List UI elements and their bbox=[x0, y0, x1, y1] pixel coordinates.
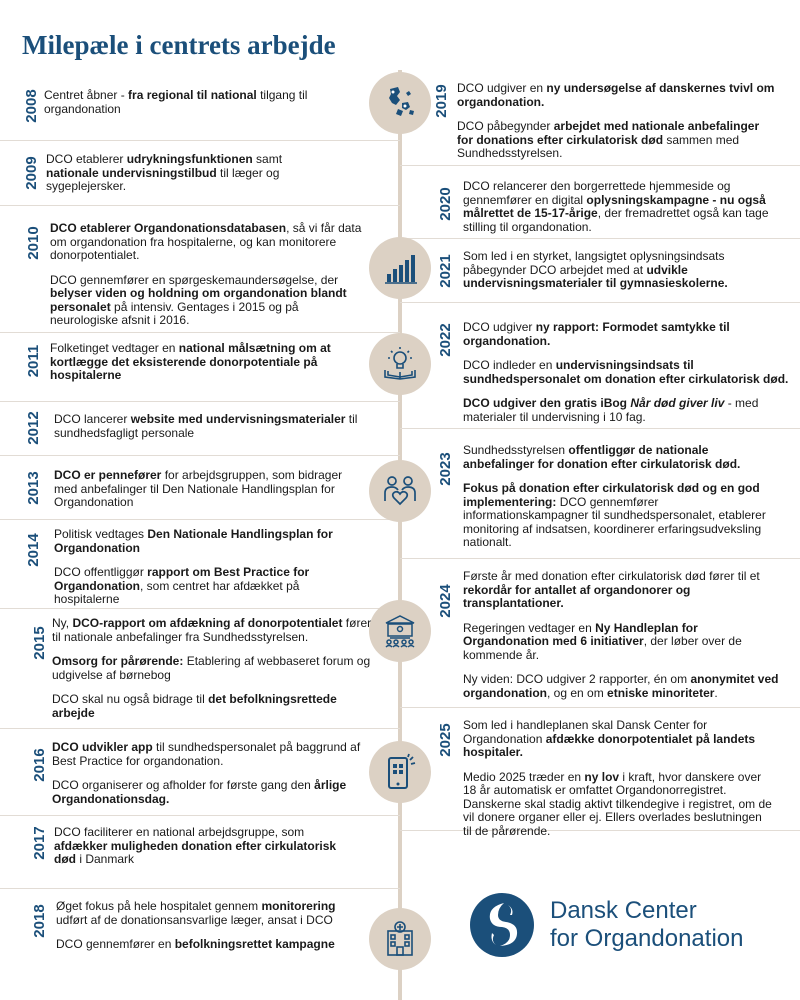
milestone-2018 bbox=[56, 900, 356, 952]
text: DCO skal nu også bidrage til bbox=[52, 692, 209, 706]
year-label: 2011 bbox=[25, 344, 42, 378]
text: website med undervisningsmaterialer bbox=[130, 412, 346, 426]
text: Når død giver liv bbox=[630, 396, 725, 410]
milestone-2020 bbox=[463, 180, 778, 234]
text: DCO gennemfører en spørgeskemaundersøgelse, der bbox=[50, 272, 339, 287]
text: , så vi får data om organdonation fra hospitalerne, og kan monitorere donorpotentialet. bbox=[50, 221, 362, 262]
text: DCO påbegynder bbox=[457, 119, 554, 133]
milestone-2022 bbox=[463, 321, 793, 424]
text: DCO relancerer den borgerrettede hjemmeside og gennemfører en digital bbox=[463, 179, 731, 207]
text: , der fremadrettet også kan tage stilling til organdonation. bbox=[463, 206, 769, 234]
divider bbox=[0, 815, 400, 816]
milestone-2024 bbox=[463, 570, 783, 700]
divider bbox=[0, 140, 400, 141]
divider bbox=[0, 728, 400, 729]
milestone-2008 bbox=[44, 89, 324, 116]
text: anonymitet ved organdonation bbox=[463, 672, 779, 700]
divider bbox=[400, 238, 800, 239]
text: arbejdet med nationale anbefalinger for donations efter cirkulatorisk død bbox=[457, 119, 760, 147]
text: . bbox=[714, 685, 718, 700]
text: rapport om Best Practice for Organdonation bbox=[54, 565, 310, 593]
page-title: Milepæle i centrets arbejde bbox=[22, 30, 336, 60]
text: i Danmark bbox=[76, 852, 135, 866]
text: nationale undervisningstilbud bbox=[46, 165, 217, 180]
year-label: 2009 bbox=[23, 156, 40, 190]
year-label: 2010 bbox=[25, 226, 42, 260]
logo-mark-icon bbox=[470, 893, 534, 957]
text: udført af de donationsansvarlige læger, ansat i DCO bbox=[56, 912, 333, 927]
divider bbox=[400, 558, 800, 559]
text: fra regional til national bbox=[128, 88, 257, 102]
text: oplysningskampagne - nu også målrettet de 15-17-årige bbox=[463, 192, 766, 220]
text: fører til nationale anbefalinger fra Sundhedsstyrelsen. bbox=[52, 616, 372, 644]
milestone-2011 bbox=[50, 342, 360, 383]
text: DCO udvikler app bbox=[52, 740, 153, 754]
milestone-2019 bbox=[457, 82, 777, 161]
text: Etablering af webbaseret forum og udgivelse af børnebog bbox=[52, 654, 371, 682]
text: Centret åbner - bbox=[44, 88, 129, 102]
logo-line-2: for Organdonation bbox=[550, 925, 744, 952]
logo-line-1: Dansk Center bbox=[550, 897, 697, 924]
text: det befolkningsrettede arbejde bbox=[52, 692, 337, 720]
text: DCO gennemfører informationskampagner til sundhedspersonalet, etablerer monitoring af indsatsen, koordinerer erfaringsudveksling nationalt. bbox=[463, 494, 766, 549]
milestone-2015 bbox=[52, 617, 377, 720]
milestone-2013 bbox=[54, 469, 364, 510]
text: til læger og sygeplejersker. bbox=[46, 165, 280, 193]
year-label: 2017 bbox=[31, 826, 48, 860]
text: offentliggør de nationale anbefalinger for donation efter cirkulatorisk død. bbox=[463, 443, 741, 471]
text: Regeringen vedtager en bbox=[463, 620, 596, 635]
text: DCO-rapport om afdækning af donorpotentialet bbox=[72, 616, 343, 630]
text: Som led i handleplanen skal Dansk Center for Organdonation bbox=[463, 718, 708, 746]
text: belyser viden og holdning om organdonation blandt personalet bbox=[50, 286, 347, 314]
year-label: 2014 bbox=[25, 533, 42, 567]
year-label: 2013 bbox=[25, 471, 42, 505]
milestone-2017 bbox=[54, 826, 354, 867]
organization-logo bbox=[470, 893, 743, 957]
divider bbox=[0, 608, 400, 609]
divider bbox=[0, 332, 400, 333]
text: Omsorg for pårørende: bbox=[52, 654, 184, 668]
text: Ny viden: DCO udgiver 2 rapporter, én om bbox=[463, 672, 691, 686]
divider bbox=[0, 455, 400, 456]
text: , som centret har afdækket på hospitalerne bbox=[54, 578, 300, 606]
text: DCO udgiver en bbox=[457, 81, 547, 95]
text: DCO indleder en bbox=[463, 358, 556, 372]
text: til sundhedsfagligt personale bbox=[54, 412, 358, 440]
text: , der løber over de kommende år. bbox=[463, 634, 742, 662]
text: på intensiv. Gentages i 2015 og på neurologiske afsnit i 2016. bbox=[50, 299, 299, 327]
milestone-2023 bbox=[463, 444, 778, 550]
text: Den Nationale Handlingsplan for Organdonation bbox=[54, 527, 333, 555]
text: rekordår for antallet af organdonorer og transplantationer. bbox=[463, 582, 691, 610]
hospital-icon bbox=[369, 908, 431, 970]
people-heart-icon bbox=[369, 460, 431, 522]
text: DCO udgiver den gratis iBog bbox=[463, 396, 631, 410]
mobile-app-icon bbox=[369, 741, 431, 803]
text: DCO etablerer bbox=[46, 152, 127, 166]
year-label: 2016 bbox=[31, 748, 48, 782]
milestone-2009 bbox=[46, 153, 326, 194]
year-label: 2008 bbox=[23, 89, 40, 123]
text: - med materialer til undervisning i 10 fag. bbox=[463, 396, 759, 424]
text: DCO etablerer Organdonationsdatabasen bbox=[50, 221, 287, 235]
text: afdækker muligheden donation efter cirkulatorisk død bbox=[54, 838, 337, 866]
text: Politisk vedtages bbox=[54, 527, 148, 541]
year-label: 2015 bbox=[31, 626, 48, 660]
divider bbox=[0, 888, 400, 889]
bar-chart-icon bbox=[369, 237, 431, 299]
text: undervisningsindsats til sundhedspersonalet om donation efter cirkulatorisk død. bbox=[463, 358, 789, 386]
year-label: 2012 bbox=[25, 411, 42, 445]
text: Fokus på donation efter cirkulatorisk død og en god implementering: bbox=[463, 481, 760, 509]
text: Ny, bbox=[52, 616, 73, 630]
text: for arbejdsgruppen, som bidrager med anbefalinger til Den Nationale Handlingsplan for Organdonation bbox=[54, 468, 343, 509]
text: DCO offentliggør bbox=[54, 565, 148, 579]
text: udvikle undervisningsmaterialer til gymnasieskolerne. bbox=[463, 262, 728, 290]
year-label: 2021 bbox=[437, 254, 454, 288]
text: DCO gennemfører en bbox=[56, 937, 175, 951]
text: Som led i en styrket, langsigtet oplysningsindsats påbegynder DCO arbejdet med at bbox=[463, 249, 725, 277]
milestone-2025 bbox=[463, 719, 773, 838]
text: til sundhedspersonalet på baggrund af Best Practice for organdonation. bbox=[52, 740, 361, 768]
conference-icon bbox=[369, 600, 431, 662]
year-label: 2019 bbox=[433, 84, 450, 118]
text: Øget fokus på hele hospitalet gennem bbox=[56, 899, 262, 913]
year-label: 2020 bbox=[437, 187, 454, 221]
text: monitorering bbox=[261, 899, 336, 913]
divider bbox=[0, 401, 400, 402]
text: samt bbox=[252, 152, 283, 166]
lightbulb-book-icon bbox=[369, 333, 431, 395]
divider bbox=[400, 428, 800, 429]
milestone-2016 bbox=[52, 741, 368, 806]
text: DCO er pennefører bbox=[54, 468, 162, 482]
denmark-map-icon bbox=[369, 72, 431, 134]
text: udrykningsfunktionen bbox=[126, 152, 253, 166]
text: DCO organiserer og afholder for første gang den bbox=[52, 778, 315, 792]
milestone-2021 bbox=[463, 250, 753, 291]
text: tilgang til organdonation bbox=[44, 88, 308, 116]
text: ny lov bbox=[584, 769, 620, 784]
text: Sundhedsstyrelsen bbox=[463, 443, 569, 457]
text: befolkningsrettet kampagne bbox=[174, 937, 335, 951]
year-label: 2025 bbox=[437, 723, 454, 757]
text: afdække donorpotentialet på landets hospitaler. bbox=[463, 731, 756, 759]
text: etniske minoriteter bbox=[607, 685, 715, 700]
text: national målsætning om at kortlægge det eksisterende donorpotentiale på hospitalerne bbox=[50, 341, 331, 382]
text: DCO faciliterer en national arbejdsgruppe, som bbox=[54, 825, 305, 839]
text: i kraft, hvor danskere over 18 år automatisk er omfattet Organdonorregistret. Danskerne skal stadig aktivt tilkendegive i registret, om de vil donere organer eller ej. Ellers overlades beslutningen til de pårørende. bbox=[463, 769, 772, 838]
text: Medio 2025 træder en bbox=[463, 769, 585, 784]
timeline-spine bbox=[398, 70, 402, 1000]
milestone-2010 bbox=[50, 222, 366, 328]
divider bbox=[400, 707, 800, 708]
text: DCO udgiver bbox=[463, 320, 536, 334]
year-label: 2024 bbox=[437, 584, 454, 618]
year-label: 2023 bbox=[437, 452, 454, 486]
text: Første år med donation efter cirkulatorisk død fører til et bbox=[463, 569, 760, 583]
milestone-2012 bbox=[54, 413, 369, 440]
text: ny undersøgelse af danskernes tvivl om organdonation. bbox=[457, 81, 775, 109]
text: , og en om bbox=[547, 685, 608, 700]
year-label: 2022 bbox=[437, 323, 454, 357]
text: DCO lancerer bbox=[54, 412, 131, 426]
divider bbox=[0, 519, 400, 520]
text: Ny Handleplan for Organdonation med 6 initiativer bbox=[463, 620, 698, 648]
divider bbox=[400, 165, 800, 166]
divider bbox=[400, 302, 800, 303]
text: ny rapport: Formodet samtykke til organdonation. bbox=[463, 320, 730, 348]
text: Folketinget vedtager en bbox=[50, 341, 179, 355]
text: årlige Organdonationsdag. bbox=[52, 778, 347, 806]
text: sammen med Sundhedsstyrelsen. bbox=[457, 132, 740, 160]
divider bbox=[0, 205, 400, 206]
year-label: 2018 bbox=[31, 904, 48, 938]
milestone-2014 bbox=[54, 528, 350, 607]
